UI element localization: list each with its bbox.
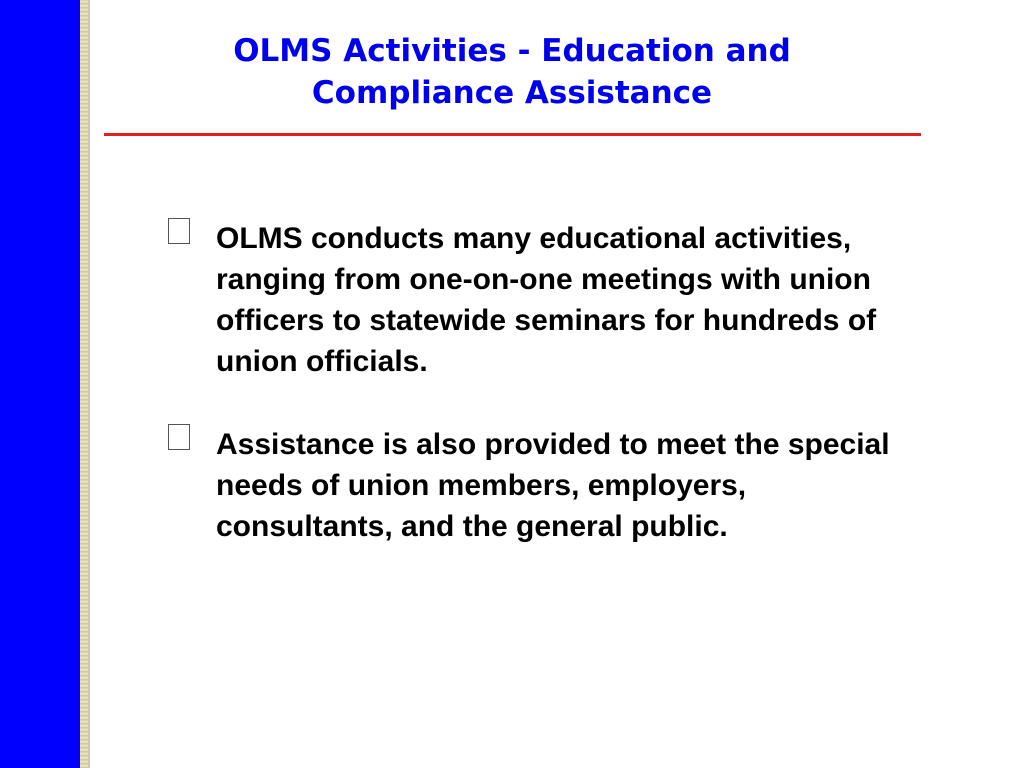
slide-title: [104, 30, 920, 114]
slide-title-line-1: OLMS Activities - Education and: [233, 33, 791, 69]
slide-title-line-2: Compliance Assistance: [311, 75, 713, 111]
bullet-text: Assistance is also provided to meet the special needs of union members, employers, consultants, and the general public.: [216, 428, 890, 543]
left-side-bar: [0, 0, 80, 768]
bullet-item-educational-activities: [168, 216, 908, 382]
bullet-item-assistance: [168, 422, 908, 547]
empty-box-glyph-icon: [168, 218, 190, 244]
side-bar-edge: [88, 0, 90, 768]
side-bar-stripe: [80, 0, 88, 768]
bullet-list: [168, 216, 908, 587]
title-underline-rule: [104, 133, 921, 136]
empty-box-glyph-icon: [168, 424, 190, 450]
bullet-text: OLMS conducts many educational activities, ranging from one-on-one meetings with union officers to statewide seminars for hundreds of union officials.: [216, 222, 877, 378]
